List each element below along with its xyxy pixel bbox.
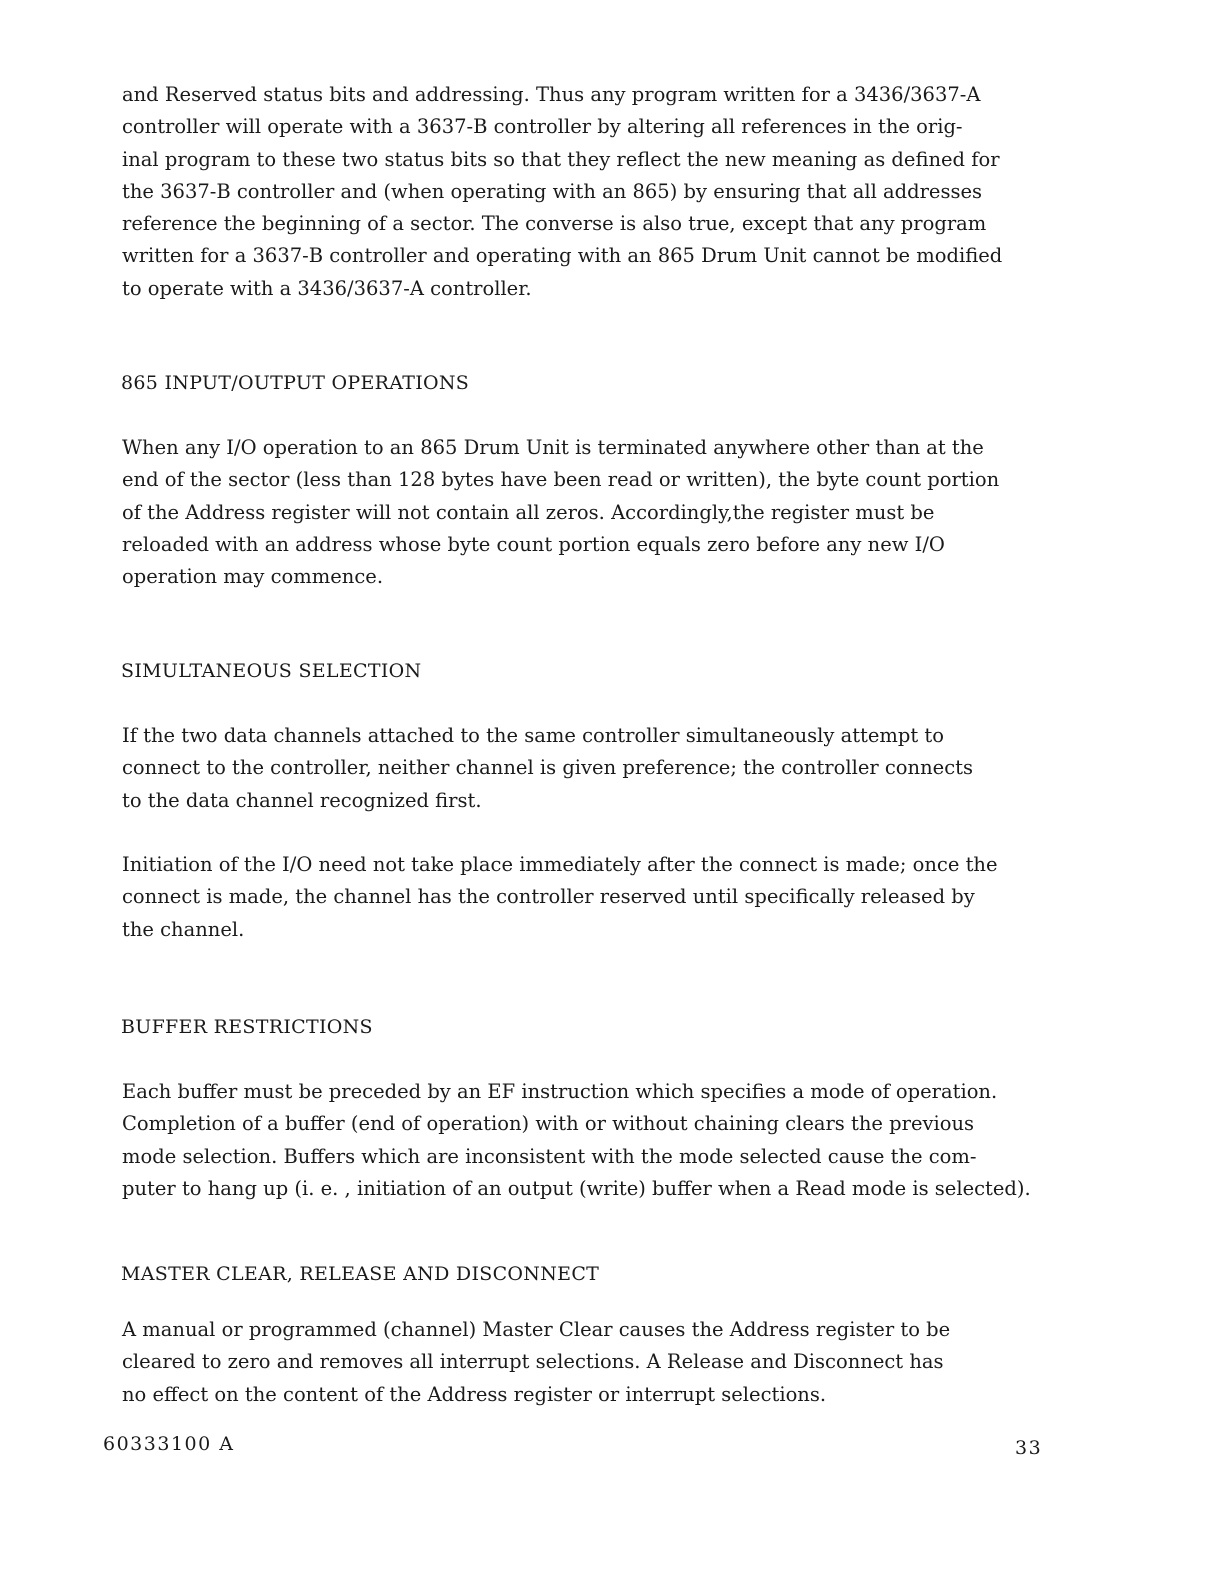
text-line: and Reserved status bits and addressing. Thus any program written for a 3436/3637-A (122, 83, 981, 106)
text-line: puter to hang up (i. e. , initiation of an output (write) buffer when a Read mode is selected). (122, 1176, 1031, 1200)
paragraph-simultaneous-1 (122, 720, 1112, 817)
text-line: operation may commence. (122, 565, 384, 589)
paragraph-io-operations (122, 432, 1112, 593)
paragraph-buffer (122, 1076, 1112, 1205)
section-heading-master-clear: MASTER CLEAR, RELEASE AND DISCONNECT (121, 1263, 600, 1285)
text-line: If the two data channels attached to the same controller simultaneously attempt to (122, 724, 945, 747)
text-line: Initiation of the I/O need not take place immediately after the connect is made; once the (122, 853, 998, 876)
text-line: written for a 3637-B controller and operating with an 865 Drum Unit cannot be modified (122, 244, 1003, 268)
text-line: A manual or programmed (channel) Master Clear causes the Address register to be (122, 1318, 951, 1341)
text-line: cleared to zero and removes all interrupt selections. A Release and Disconnect has (122, 1350, 944, 1374)
section-heading-io-operations: 865 INPUT/OUTPUT OPERATIONS (121, 372, 470, 394)
paragraph-simultaneous-2 (122, 849, 1112, 946)
text-line: inal program to these two status bits so that they reflect the new meaning as defined for (122, 147, 1000, 171)
text-line: When any I/O operation to an 865 Drum Unit is terminated anywhere other than at the (122, 436, 984, 459)
text-line: the channel. (122, 917, 245, 941)
text-line: reloaded with an address whose byte count portion equals zero before any new I/O (122, 532, 945, 556)
text-line: to the data channel recognized first. (122, 788, 482, 812)
text-line: controller will operate with a 3637-B controller by altering all references in the orig- (122, 115, 963, 139)
text-line: to operate with a 3436/3637-A controller. (122, 276, 532, 300)
section-heading-simultaneous-selection: SIMULTANEOUS SELECTION (121, 660, 422, 682)
text-line: connect is made, the channel has the controller reserved until specifically released by (122, 885, 975, 909)
text-line: Each buffer must be preceded by an EF instruction which specifies a mode of operation. (122, 1080, 998, 1103)
text-line: the 3637-B controller and (when operating with an 865) by ensuring that all addresses (122, 179, 983, 203)
paragraph-intro (122, 79, 1112, 305)
section-heading-buffer-restrictions: BUFFER RESTRICTIONS (121, 1016, 373, 1038)
text-line: mode selection. Buffers which are inconsistent with the mode selected cause the com- (122, 1144, 977, 1168)
document-number: 60333100 A (103, 1433, 235, 1455)
text-line: end of the sector (less than 128 bytes have been read or written), the byte count portion (122, 468, 1000, 492)
text-line: Completion of a buffer (end of operation) with or without chaining clears the previous (122, 1112, 975, 1136)
page-number: 33 (1015, 1437, 1043, 1459)
text-line: reference the beginning of a sector. The converse is also true, except that any program (122, 212, 987, 236)
text-line: no effect on the content of the Address register or interrupt selections. (122, 1382, 827, 1406)
paragraph-master-clear (122, 1314, 1112, 1411)
text-line: of the Address register will not contain all zeros. Accordingly,the register must be (122, 500, 935, 524)
text-line: connect to the controller, neither channel is given preference; the controller connects (122, 756, 973, 780)
